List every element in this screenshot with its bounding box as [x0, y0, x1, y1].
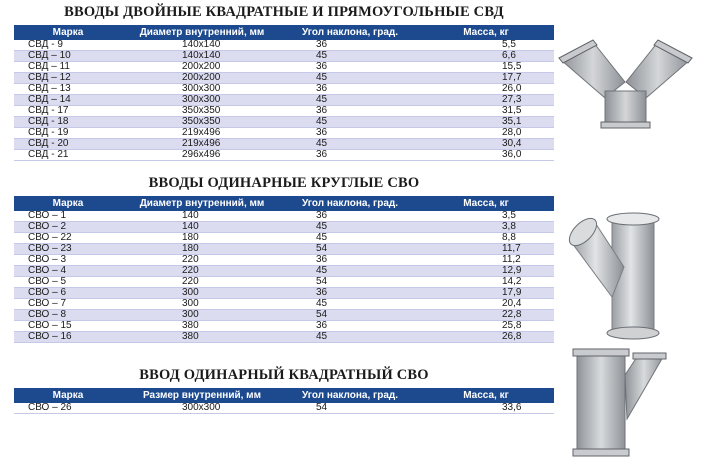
- table-row: [14, 277, 554, 288]
- cell-angle: 54: [282, 403, 418, 414]
- table-row: [14, 299, 554, 310]
- cell-mark: СВО – 7: [14, 299, 122, 310]
- double-square-inlet-image: [553, 36, 698, 136]
- cell-dimension: 140: [122, 222, 282, 233]
- cell-mark: СВО – 6: [14, 288, 122, 299]
- column-header-angle: Угол наклона, град.: [282, 388, 418, 403]
- table-row: [14, 62, 554, 73]
- data-table: [14, 388, 554, 414]
- cell-dimension: 220: [122, 266, 282, 277]
- cell-mark: СВО – 16: [14, 332, 122, 343]
- column-header-angle: Угол наклона, град.: [282, 196, 418, 211]
- cell-mass: 25,8: [418, 321, 554, 332]
- cell-mark: СВД – 10: [14, 51, 122, 62]
- cell-angle: 36: [282, 84, 418, 95]
- cell-mark: СВО – 26: [14, 403, 122, 414]
- cell-mass: 11,7: [418, 244, 554, 255]
- cell-angle: 45: [282, 233, 418, 244]
- table-row: [14, 310, 554, 321]
- cell-mark: СВД - 18: [14, 117, 122, 128]
- cell-mark: СВД - 20: [14, 139, 122, 150]
- cell-mark: СВД – 13: [14, 84, 122, 95]
- cell-mark: СВД - 19: [14, 128, 122, 139]
- cell-dimension: 180: [122, 233, 282, 244]
- cell-angle: 36: [282, 288, 418, 299]
- section-title: ВВОД ОДИНАРНЫЙ КВАДРАТНЫЙ СВО: [139, 367, 429, 383]
- table-header-row: [14, 25, 554, 40]
- cell-angle: 36: [282, 321, 418, 332]
- cell-mass: 8,8: [418, 233, 554, 244]
- cell-mass: 11,2: [418, 255, 554, 266]
- cell-angle: 45: [282, 73, 418, 84]
- cell-mark: СВО – 23: [14, 244, 122, 255]
- table-row: [14, 403, 554, 414]
- cell-dimension: 140x140: [122, 51, 282, 62]
- table-row: [14, 139, 554, 150]
- cell-dimension: 200x200: [122, 62, 282, 73]
- cell-angle: 36: [282, 106, 418, 117]
- cell-mass: 3,8: [418, 222, 554, 233]
- table-row: [14, 117, 554, 128]
- table-row: [14, 222, 554, 233]
- cell-mass: 30,4: [418, 139, 554, 150]
- cell-angle: 45: [282, 139, 418, 150]
- table-row: [14, 288, 554, 299]
- cell-mass: 28,0: [418, 128, 554, 139]
- cell-mass: 17,7: [418, 73, 554, 84]
- table-row: [14, 95, 554, 106]
- cell-mass: 33,6: [418, 403, 554, 414]
- column-header-dimension: Размер внутренний, мм: [122, 388, 282, 403]
- cell-angle: 45: [282, 266, 418, 277]
- table-row: [14, 150, 554, 161]
- section-single-square-inlet: [14, 367, 554, 414]
- cell-mark: СВД – 12: [14, 73, 122, 84]
- cell-mark: СВО – 5: [14, 277, 122, 288]
- cell-mark: СВД – 14: [14, 95, 122, 106]
- cell-mass: 26,0: [418, 84, 554, 95]
- cell-mass: 14,2: [418, 277, 554, 288]
- cell-angle: 45: [282, 51, 418, 62]
- section-title: ВВОДЫ ДВОЙНЫЕ КВАДРАТНЫЕ И ПРЯМОУГОЛЬНЫЕ СВД: [64, 4, 504, 20]
- cell-angle: 45: [282, 117, 418, 128]
- cell-dimension: 220: [122, 255, 282, 266]
- cell-mass: 26,8: [418, 332, 554, 343]
- cell-angle: 45: [282, 95, 418, 106]
- cell-angle: 54: [282, 244, 418, 255]
- cell-dimension: 300x300: [122, 403, 282, 414]
- cell-mass: 12,9: [418, 266, 554, 277]
- cell-dimension: 300: [122, 299, 282, 310]
- cell-mass: 20,4: [418, 299, 554, 310]
- column-header-mark: Марка: [14, 196, 122, 211]
- table-row: [14, 255, 554, 266]
- table-row: [14, 40, 554, 51]
- cell-mark: СВД - 21: [14, 150, 122, 161]
- single-square-inlet-image: [567, 345, 667, 460]
- cell-mass: 5,5: [418, 40, 554, 51]
- table-row: [14, 211, 554, 222]
- cell-mass: 22,8: [418, 310, 554, 321]
- cell-dimension: 219x496: [122, 128, 282, 139]
- cell-angle: 54: [282, 277, 418, 288]
- table-row: [14, 106, 554, 117]
- column-header-mark: Марка: [14, 388, 122, 403]
- cell-dimension: 140x140: [122, 40, 282, 51]
- cell-dimension: 296x496: [122, 150, 282, 161]
- section-title: ВВОДЫ ОДИНАРНЫЕ КРУГЛЫЕ СВО: [148, 175, 420, 191]
- cell-angle: 36: [282, 150, 418, 161]
- column-header-mass: Масса, кг: [418, 388, 554, 403]
- single-round-inlet-image: [560, 207, 670, 342]
- table-header-row: [14, 196, 554, 211]
- cell-mark: СВО – 2: [14, 222, 122, 233]
- cell-angle: 45: [282, 332, 418, 343]
- cell-mark: СВО – 1: [14, 211, 122, 222]
- column-header-mass: Масса, кг: [418, 25, 554, 40]
- cell-dimension: 300: [122, 288, 282, 299]
- cell-mass: 31,5: [418, 106, 554, 117]
- cell-dimension: 180: [122, 244, 282, 255]
- cell-angle: 54: [282, 310, 418, 321]
- cell-mark: СВО – 3: [14, 255, 122, 266]
- column-header-dimension: Диаметр внутренний, мм: [122, 25, 282, 40]
- cell-angle: 36: [282, 62, 418, 73]
- table-row: [14, 321, 554, 332]
- cell-dimension: 380: [122, 332, 282, 343]
- cell-angle: 45: [282, 299, 418, 310]
- cell-dimension: 300: [122, 310, 282, 321]
- cell-angle: 45: [282, 222, 418, 233]
- cell-mass: 36,0: [418, 150, 554, 161]
- cell-dimension: 300x300: [122, 95, 282, 106]
- cell-mass: 35,1: [418, 117, 554, 128]
- table-row: [14, 332, 554, 343]
- data-table: [14, 196, 554, 343]
- cell-angle: 36: [282, 211, 418, 222]
- table-row: [14, 244, 554, 255]
- table-header-row: [14, 388, 554, 403]
- cell-dimension: 220: [122, 277, 282, 288]
- cell-angle: 36: [282, 255, 418, 266]
- column-header-angle: Угол наклона, град.: [282, 25, 418, 40]
- cell-dimension: 200x200: [122, 73, 282, 84]
- cell-dimension: 380: [122, 321, 282, 332]
- cell-mass: 17,9: [418, 288, 554, 299]
- cell-dimension: 300x300: [122, 84, 282, 95]
- cell-mark: СВД - 17: [14, 106, 122, 117]
- table-row: [14, 233, 554, 244]
- cell-mark: СВО – 8: [14, 310, 122, 321]
- column-header-dimension: Диаметр внутренний, мм: [122, 196, 282, 211]
- section-single-round-inlets: [14, 175, 554, 343]
- table-row: [14, 84, 554, 95]
- cell-mark: СВД - 9: [14, 40, 122, 51]
- cell-mass: 27,3: [418, 95, 554, 106]
- column-header-mark: Марка: [14, 25, 122, 40]
- cell-dimension: 219x496: [122, 139, 282, 150]
- table-row: [14, 128, 554, 139]
- cell-angle: 36: [282, 128, 418, 139]
- table-row: [14, 73, 554, 84]
- table-row: [14, 266, 554, 277]
- table-row: [14, 51, 554, 62]
- cell-mark: СВО – 15: [14, 321, 122, 332]
- cell-mark: СВО – 22: [14, 233, 122, 244]
- cell-mass: 6,6: [418, 51, 554, 62]
- cell-angle: 36: [282, 40, 418, 51]
- cell-mark: СВД – 11: [14, 62, 122, 73]
- cell-dimension: 140: [122, 211, 282, 222]
- cell-mass: 15,5: [418, 62, 554, 73]
- cell-dimension: 350x350: [122, 106, 282, 117]
- data-table: [14, 25, 554, 161]
- column-header-mass: Масса, кг: [418, 196, 554, 211]
- section-double-square-inlets: [14, 4, 554, 161]
- cell-dimension: 350x350: [122, 117, 282, 128]
- cell-mass: 3,5: [418, 211, 554, 222]
- cell-mark: СВО – 4: [14, 266, 122, 277]
